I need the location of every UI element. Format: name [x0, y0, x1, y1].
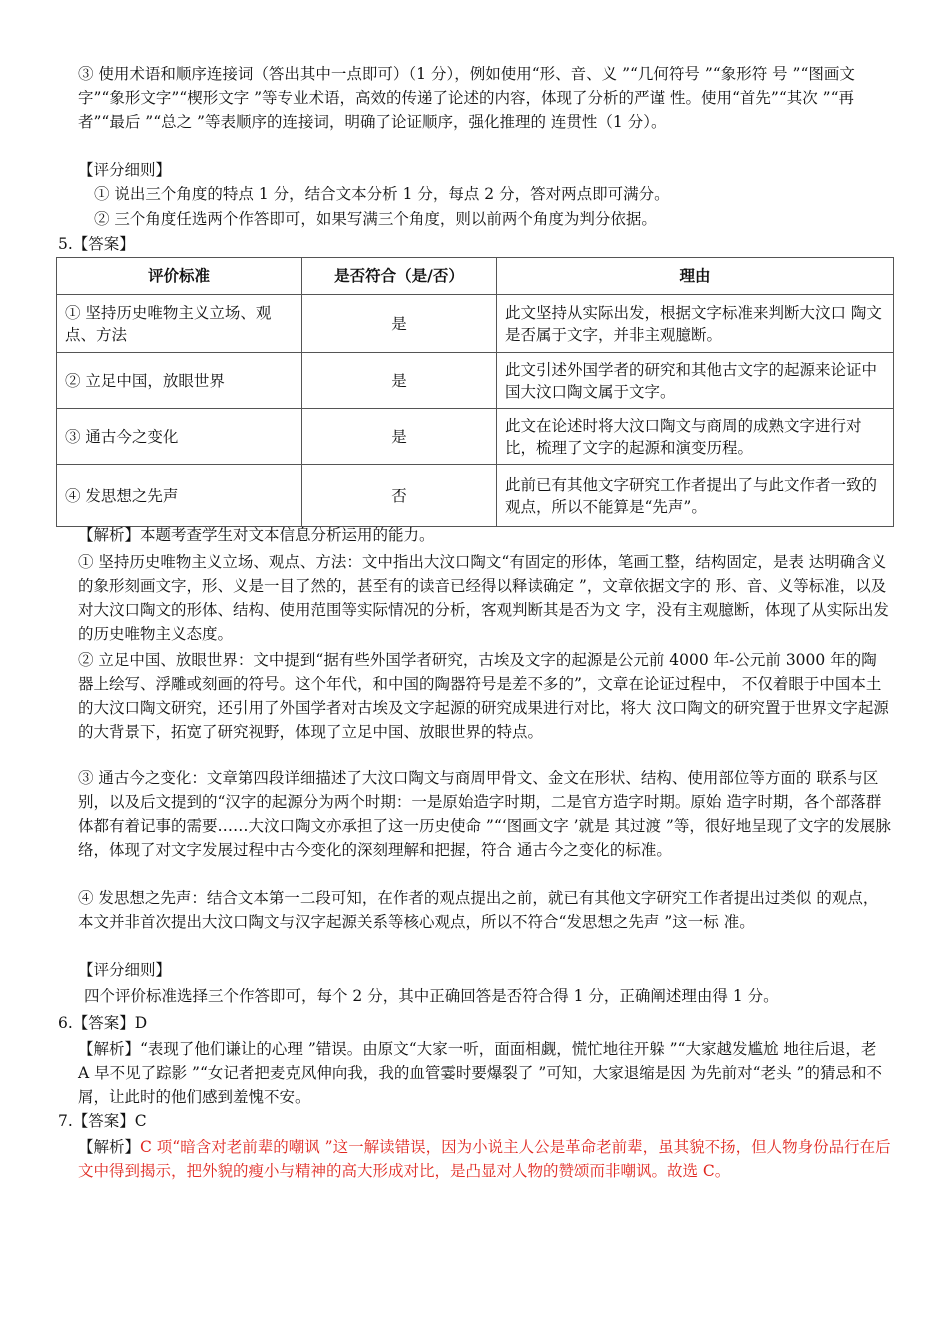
- s5-grading: 四个评价标准选择三个作答即可，每个 2 分，其中正确回答是否符合得 1 分，正确阐述理由得 1 分。: [84, 987, 779, 1005]
- cell-reason: 此前已有其他文字研究工作者提出了与此文作者一致的观点，所以不能算是“先声”。: [497, 465, 894, 527]
- s4-grading-1: ① 说出三个角度的特点 1 分，结合文本分析 1 分，每点 2 分，答对两点即可满分。: [94, 185, 670, 203]
- cell-standard: ② 立足中国，放眼世界: [57, 353, 302, 409]
- table-header-row: [57, 258, 894, 295]
- header-standard: 评价标准: [57, 258, 302, 295]
- s7-heading: 7.【答案】C: [58, 1112, 147, 1130]
- s5-analysis-1: ① 坚持历史唯物主义立场、观点、方法：文中指出大汶口陶文“有固定的形体，笔画工整，结构固定，是表 达明确含义的象形刻画文字，形、义是一目了然的，甚至有的读音已经得以释读确定 ”，文章依据文字的 形、音、义等标准，以及对大汶口陶文的形体、结构、使用范围等实际情况的分析，客观判断其是否为文 字，没有主观臆断，体现了从实际出发的历史唯物主义态度。: [78, 553, 889, 643]
- s5-analysis-intro: 【解析】本题考查学生对文本信息分析运用的能力。: [78, 526, 435, 544]
- table-row: [57, 295, 894, 353]
- s6-heading: 6.【答案】D: [58, 1014, 148, 1032]
- cell-fit: 是: [302, 409, 497, 465]
- evaluation-table: [56, 257, 894, 527]
- cell-standard: ① 坚持历史唯物主义立场、观 点、方法: [57, 295, 302, 353]
- s5-analysis-3: ③ 通古今之变化：文章第四段详细描述了大汶口陶文与商周甲骨文、金文在形状、结构、使用部位等方面的 联系与区别，以及后文提到的“汉字的起源分为两个时期：一是原始造字时期，二是官方造字时期。原始 造字时期，各个部落群体都有着记事的需要……大汶口陶文亦承担了这一历史使命 ”“‘图画文字 ’就是 其过渡 ”等，很好地呈现了文字的发展脉络，体现了对文字发展过程中古今变化的深刻理解和把握，符合 通古今之变化的标准。: [78, 769, 891, 859]
- s4-grading-2: ② 三个角度任选两个作答即可，如果写满三个角度，则以前两个角度为判分依据。: [94, 210, 657, 228]
- cell-fit: 是: [302, 353, 497, 409]
- s6-analysis: 【解析】“表现了他们谦让的心理 ”错误。由原文“大家一听，面面相觑，慌忙地往开躲 ”“大家越发尴尬 地往后退，老 A 早不见了踪影 ”“女记者把麦克风伸向我，我的血管霎时要爆裂了 ”可知，大家退缩是因 为先前对“老头 ”的猜忌和不屑，让此时的他们感到羞愧不安。: [78, 1040, 882, 1106]
- s4-point3: ③ 使用术语和顺序连接词（答出其中一点即可）（1 分），例如使用“形、音、义 ”“几何符号 ”“象形符 号 ”“图画文字”“象形文字”“楔形文字 ”等专业术语，高效的传递了论述的内容，体现了分析的严谨 性。使用“首先”“其次 ”“再者”“最后 ”“总之 ”等表顺序的连接词，明确了论证顺序，强化推理的 连贯性（1 分）。: [78, 65, 855, 131]
- cell-standard: ④ 发思想之先声: [57, 465, 302, 527]
- cell-reason: 此文引述外国学者的研究和其他古文字的起源来论证中国大汶口陶文属于文字。: [497, 353, 894, 409]
- s7-analysis-label: 【解析】: [78, 1138, 141, 1156]
- header-reason: 理由: [497, 258, 894, 295]
- s4-grading-title: 【评分细则】: [78, 161, 172, 179]
- table-row: [57, 353, 894, 409]
- cell-reason: 此文坚持从实际出发，根据文字标准来判断大汶口 陶文是否属于文字，并非主观臆断。: [497, 295, 894, 353]
- table-row: [57, 409, 894, 465]
- s5-heading: 5.【答案】: [58, 235, 135, 253]
- s5-analysis-4: ④ 发思想之先声：结合文本第一二段可知，在作者的观点提出之前，就已有其他文字研究工作者提出过类似 的观点，本文并非首次提出大汶口陶文与汉字起源关系等核心观点，所以不符合“发思想之先声 ”这一标 准。: [78, 889, 879, 931]
- cell-fit: 是: [302, 295, 497, 353]
- cell-fit: 否: [302, 465, 497, 527]
- s7-analysis: [78, 1135, 898, 1183]
- s5-grading-title: 【评分细则】: [78, 961, 172, 979]
- s5-analysis-2: ② 立足中国、放眼世界：文中提到“据有些外国学者研究，古埃及文字的起源是公元前 4000 年-公元前 3000 年的陶器上绘写、浮雕或刻画的符号。这个年代，和中国的陶器符号是差不多的”，文章在论证过程中， 不仅着眼于中国本土的大汶口陶文研究，还引用了外国学者对古埃及文字起源的研究成果进行对比，将大 汶口陶文的研究置于世界文字起源的大背景下，拓宽了研究视野，体现了立足中国、放眼世界的特点。: [78, 651, 889, 741]
- s7-analysis-text: C 项“暗含对老前辈的嘲讽 ”这一解读错误，因为小说主人公是革命老前辈，虽其貌不扬，但人物身份品行在后文中得到揭示，把外貌的瘦小与精神的高大形成对比，是凸显对人物的赞颂而非嘲讽。故选 C。: [78, 1138, 891, 1180]
- cell-reason: 此文在论述时将大汶口陶文与商周的成熟文字进行对比，梳理了文字的起源和演变历程。: [497, 409, 894, 465]
- header-fit: 是否符合（是/否）: [302, 258, 497, 295]
- cell-standard: ③ 通古今之变化: [57, 409, 302, 465]
- table-row: [57, 465, 894, 527]
